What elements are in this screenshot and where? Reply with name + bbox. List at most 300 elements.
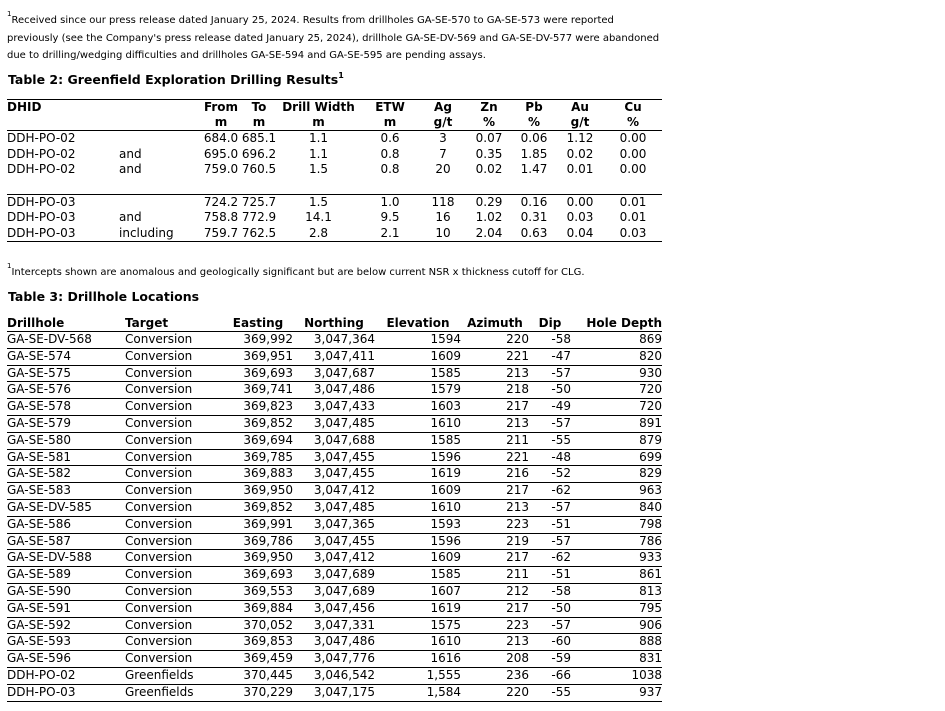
table-cell: 0.00 <box>619 146 647 161</box>
table-row <box>7 466 662 483</box>
table-cell: 3,047,455 <box>293 466 375 483</box>
table-cell: 891 <box>571 415 662 432</box>
table-row <box>7 634 662 651</box>
drilling-results-table <box>7 99 662 242</box>
table-cell: GA-SE-579 <box>7 415 125 432</box>
table-cell: 0.01 <box>619 194 647 209</box>
column-header: Au <box>556 100 604 116</box>
table-cell: -51 <box>529 567 571 584</box>
table-row <box>7 348 662 365</box>
table-cell: Conversion <box>125 516 223 533</box>
column-header: Target <box>125 316 223 332</box>
table-cell: 0.03 <box>566 210 594 224</box>
table-cell: 820 <box>571 348 662 365</box>
table-row <box>7 533 662 550</box>
table-header-row <box>7 316 662 332</box>
table-cell: DDH-PO-03 <box>7 684 125 701</box>
table-cell: 0.35 <box>475 146 503 161</box>
column-unit: % <box>604 115 662 131</box>
column-unit: % <box>512 115 556 131</box>
table-row <box>7 567 662 584</box>
table-cell: 369,693 <box>223 567 293 584</box>
table-cell: and <box>119 162 142 176</box>
footnote-marker: 1 <box>7 10 12 18</box>
table-cell: 3 <box>439 131 447 145</box>
table-cell: 3,047,689 <box>293 583 375 600</box>
table-cell: 1.0 <box>380 194 400 209</box>
table-row <box>7 617 662 634</box>
column-header: To <box>241 100 277 116</box>
table-cell: 223 <box>461 516 529 533</box>
table-row <box>7 449 662 466</box>
table-cell: Conversion <box>125 432 223 449</box>
table-cell: 20 <box>435 162 451 176</box>
table-cell: 813 <box>571 583 662 600</box>
table-cell: 369,883 <box>223 466 293 483</box>
table-cell: 3,047,412 <box>293 550 375 567</box>
table-cell: GA-SE-576 <box>7 382 125 399</box>
table-cell: 1.47 <box>520 162 548 176</box>
table-cell: 217 <box>461 399 529 416</box>
table-cell: 0.06 <box>520 131 548 145</box>
column-header: Drill Width <box>277 100 360 116</box>
table-cell: 0.02 <box>475 162 503 176</box>
table-cell: 369,823 <box>223 399 293 416</box>
table-cell: 7 <box>439 146 447 161</box>
table-cell: 220 <box>461 684 529 701</box>
table-cell: 3,047,687 <box>293 365 375 382</box>
table-row <box>7 483 662 500</box>
table-cell: 760.5 <box>241 162 277 176</box>
table-cell: GA-SE-591 <box>7 600 125 617</box>
table-cell: GA-SE-586 <box>7 516 125 533</box>
table-cell: 963 <box>571 483 662 500</box>
table-cell: 369,950 <box>223 483 293 500</box>
table-cell: GA-SE-583 <box>7 483 125 500</box>
table-cell: GA-SE-587 <box>7 533 125 550</box>
footnote-text: Received since our press release dated January 25, 2024. Results from drillholes GA-SE-570 to GA-SE-573 were reported previously (see the Company's press release dated January 25, 2024), drillhole GA-SE-DV-569 and GA-SE-DV-577 were abandoned due to drilling/wedging difficulties and drillholes GA-SE-594 and GA-SE-595 are pending assays. <box>7 15 660 61</box>
table-cell: 0.02 <box>566 146 594 161</box>
table-cell: -48 <box>529 449 571 466</box>
column-unit: m <box>360 115 420 131</box>
table-cell: 725.7 <box>241 194 277 209</box>
table-cell: 3,047,486 <box>293 382 375 399</box>
column-header <box>119 100 201 116</box>
column-header: ETW <box>360 100 420 116</box>
table-cell: 369,951 <box>223 348 293 365</box>
table-row <box>7 516 662 533</box>
table-cell: 2.8 <box>277 226 360 242</box>
table-cell: GA-SE-581 <box>7 449 125 466</box>
column-unit: m <box>277 115 360 131</box>
table-cell: 933 <box>571 550 662 567</box>
column-header: Elevation <box>375 316 461 332</box>
table-cell: 840 <box>571 499 662 516</box>
table-cell: Conversion <box>125 449 223 466</box>
table-cell: 369,991 <box>223 516 293 533</box>
table-cell: -52 <box>529 466 571 483</box>
table-cell: 3,047,485 <box>293 415 375 432</box>
table-cell: 829 <box>571 466 662 483</box>
table-cell: 0.63 <box>512 226 556 242</box>
table-cell: 369,992 <box>223 332 293 349</box>
table-cell: 369,785 <box>223 449 293 466</box>
table-cell: 831 <box>571 651 662 668</box>
table-cell: 3,047,688 <box>293 432 375 449</box>
column-header: Cu <box>604 100 662 116</box>
table-cell: 1596 <box>375 449 461 466</box>
table-cell: Conversion <box>125 567 223 584</box>
table-cell: 0.00 <box>619 131 647 145</box>
table-cell: 1.12 <box>566 131 594 145</box>
table-cell: Conversion <box>125 332 223 349</box>
table-cell: 369,852 <box>223 499 293 516</box>
table-cell: 772.9 <box>241 210 277 224</box>
table-cell: 720 <box>571 399 662 416</box>
table-row <box>7 365 662 382</box>
table-cell: 2.04 <box>466 226 512 242</box>
table-cell: 1.5 <box>308 162 329 176</box>
table-row <box>7 131 662 147</box>
table-cell: 759.0 <box>203 162 239 176</box>
table-cell: -55 <box>529 684 571 701</box>
table-cell: 369,459 <box>223 651 293 668</box>
table-cell: DDH-PO-02 <box>7 131 76 145</box>
table-cell: Greenfields <box>125 667 223 684</box>
column-header: Pb <box>512 100 556 116</box>
table-cell: Conversion <box>125 533 223 550</box>
column-unit <box>7 115 119 131</box>
table-cell: 1585 <box>375 432 461 449</box>
table-cell: Conversion <box>125 583 223 600</box>
column-header: DHID <box>7 100 119 116</box>
table-cell: 1609 <box>375 348 461 365</box>
column-header: Easting <box>223 316 293 332</box>
table-cell: 369,950 <box>223 550 293 567</box>
table-cell: 3,047,411 <box>293 348 375 365</box>
footnote-marker: 1 <box>7 262 12 270</box>
table-cell: -50 <box>529 382 571 399</box>
table-header-row <box>7 100 662 116</box>
table-cell: 0.6 <box>380 131 400 145</box>
table-cell: Conversion <box>125 651 223 668</box>
footnote-received <box>7 6 667 65</box>
table-cell: 3,047,331 <box>293 617 375 634</box>
table-cell: 369,786 <box>223 533 293 550</box>
table-cell: -47 <box>529 348 571 365</box>
table-cell: Conversion <box>125 365 223 382</box>
table-cell: GA-SE-590 <box>7 583 125 600</box>
table-cell: GA-SE-593 <box>7 634 125 651</box>
table-cell: Conversion <box>125 399 223 416</box>
table-units-row <box>7 115 662 131</box>
table-cell: 3,047,433 <box>293 399 375 416</box>
table-cell: GA-SE-582 <box>7 466 125 483</box>
table-cell: 3,047,776 <box>293 651 375 668</box>
table-cell: 930 <box>571 365 662 382</box>
table-cell: -59 <box>529 651 571 668</box>
table-cell: GA-SE-592 <box>7 617 125 634</box>
table-cell: 1619 <box>375 600 461 617</box>
table-cell: 1609 <box>375 550 461 567</box>
table-cell: 1575 <box>375 617 461 634</box>
table-cell: 1609 <box>375 483 461 500</box>
table-cell: 861 <box>571 567 662 584</box>
table-row <box>7 226 662 242</box>
table-cell: 219 <box>461 533 529 550</box>
table-cell: 369,884 <box>223 600 293 617</box>
table-cell: and <box>119 210 142 224</box>
table-cell: -58 <box>529 583 571 600</box>
table-cell: Conversion <box>125 466 223 483</box>
table-cell: -51 <box>529 516 571 533</box>
table-cell: 369,553 <box>223 583 293 600</box>
table-cell: 0.29 <box>475 194 503 209</box>
table-cell: 223 <box>461 617 529 634</box>
table-cell: 888 <box>571 634 662 651</box>
table-cell: 869 <box>571 332 662 349</box>
table-row <box>7 651 662 668</box>
table-cell: Greenfields <box>125 684 223 701</box>
table2-caption: Table 2: Greenfield Exploration Drilling Results$^1$ <box>8 71 344 87</box>
table-cell: 0.8 <box>380 162 400 176</box>
table-cell: -57 <box>529 415 571 432</box>
table-cell: 724.2 <box>203 194 239 209</box>
table-cell: 1585 <box>375 567 461 584</box>
table-cell: 0.00 <box>619 162 647 176</box>
table-cell: GA-SE-DV-568 <box>7 332 125 349</box>
table-cell: GA-SE-580 <box>7 432 125 449</box>
table-cell: -55 <box>529 432 571 449</box>
table-cell: 213 <box>461 365 529 382</box>
table-cell: 3,047,364 <box>293 332 375 349</box>
table-cell: 0.03 <box>604 226 662 242</box>
table-cell: 217 <box>461 483 529 500</box>
table-cell: GA-SE-578 <box>7 399 125 416</box>
table-cell: -57 <box>529 617 571 634</box>
table-row <box>7 382 662 399</box>
table-cell: GA-SE-DV-585 <box>7 499 125 516</box>
table3-caption: Table 3: Drillhole Locations <box>8 289 200 304</box>
table-row <box>7 667 662 684</box>
table-cell: 795 <box>571 600 662 617</box>
table-cell: 9.5 <box>380 210 400 224</box>
column-unit: m <box>201 115 241 131</box>
table-cell: 211 <box>461 432 529 449</box>
table-cell: 699 <box>571 449 662 466</box>
table-cell: Conversion <box>125 483 223 500</box>
table-cell: 762.5 <box>241 225 277 240</box>
table-cell: 3,047,456 <box>293 600 375 617</box>
table-cell: 695.0 <box>203 146 239 161</box>
table-cell: -57 <box>529 533 571 550</box>
table-cell: 218 <box>461 382 529 399</box>
table-cell: including <box>119 226 201 242</box>
table-cell: 213 <box>461 415 529 432</box>
table-cell: 1594 <box>375 332 461 349</box>
table-row <box>7 399 662 416</box>
table-cell: -66 <box>529 667 571 684</box>
table-cell: DDH-PO-02 <box>7 162 76 176</box>
table-cell: 786 <box>571 533 662 550</box>
table-row <box>7 550 662 567</box>
table-cell: 217 <box>461 550 529 567</box>
table-cell: 3,047,175 <box>293 684 375 701</box>
table-cell: 0.01 <box>619 210 647 224</box>
table-cell: -57 <box>529 365 571 382</box>
table-cell: 236 <box>461 667 529 684</box>
drillhole-locations-table <box>7 316 662 702</box>
table-cell: Conversion <box>125 499 223 516</box>
table-cell: 10 <box>420 226 466 242</box>
table-cell: 879 <box>571 432 662 449</box>
table-cell: 3,047,455 <box>293 449 375 466</box>
table-cell: 369,741 <box>223 382 293 399</box>
table-cell: GA-SE-DV-588 <box>7 550 125 567</box>
column-header: Azimuth <box>461 316 529 332</box>
table-cell: 370,052 <box>223 617 293 634</box>
footnote-text: Intercepts shown are anomalous and geologically significant but are below current NSR x thickness cutoff for CLG. <box>11 267 585 278</box>
caption-footnote-marker: 1 <box>338 71 344 80</box>
table-cell: 118 <box>431 194 455 209</box>
table-cell: 14.1 <box>305 210 332 224</box>
table-row <box>7 583 662 600</box>
table-cell: 937 <box>571 684 662 701</box>
table-cell: 1038 <box>571 667 662 684</box>
table-cell: DDH-PO-03 <box>7 194 76 209</box>
column-unit <box>119 115 201 131</box>
footnote-intercepts <box>7 258 585 282</box>
table-cell: 1.1 <box>308 146 329 161</box>
table-cell: 16 <box>435 210 451 224</box>
table-cell: -58 <box>529 332 571 349</box>
table-cell: 212 <box>461 583 529 600</box>
table-cell: 1.5 <box>308 194 329 209</box>
column-unit: g/t <box>556 115 604 131</box>
table-cell: 0.07 <box>475 131 503 145</box>
column-header: Hole Depth <box>571 316 662 332</box>
table-cell: GA-SE-596 <box>7 651 125 668</box>
table-cell: Conversion <box>125 617 223 634</box>
table-cell: 3,047,412 <box>293 483 375 500</box>
table-cell: 1.02 <box>475 210 503 224</box>
table-cell: 217 <box>461 600 529 617</box>
table-cell: 370,445 <box>223 667 293 684</box>
table-cell: 1.85 <box>520 146 548 161</box>
table-cell: 369,694 <box>223 432 293 449</box>
table-row <box>7 147 662 163</box>
table-cell: 369,693 <box>223 365 293 382</box>
table-cell: 1579 <box>375 382 461 399</box>
table-cell: 3,046,542 <box>293 667 375 684</box>
table-cell: -50 <box>529 600 571 617</box>
column-unit: g/t <box>420 115 466 131</box>
table-cell: -62 <box>529 550 571 567</box>
table-cell: 220 <box>461 332 529 349</box>
table-cell: 211 <box>461 567 529 584</box>
table-cell <box>119 194 201 210</box>
table-cell: 696.2 <box>241 146 277 161</box>
table-cell: and <box>119 146 142 161</box>
table-cell: 684.0 <box>203 131 239 145</box>
table-cell: 1603 <box>375 399 461 416</box>
table-cell: Conversion <box>125 382 223 399</box>
table-cell: -57 <box>529 499 571 516</box>
table-cell: GA-SE-574 <box>7 348 125 365</box>
table-row <box>7 332 662 349</box>
table-cell: 3,047,455 <box>293 533 375 550</box>
table-cell: 213 <box>461 634 529 651</box>
table-cell: 0.01 <box>566 162 594 176</box>
table-cell: 370,229 <box>223 684 293 701</box>
table-row <box>7 194 662 210</box>
table-cell: 1610 <box>375 415 461 432</box>
table-cell: 0.31 <box>520 210 548 224</box>
table-cell: -49 <box>529 399 571 416</box>
table-row <box>7 600 662 617</box>
table-cell: 369,852 <box>223 415 293 432</box>
table-cell: 3,047,689 <box>293 567 375 584</box>
table-cell: 3,047,486 <box>293 634 375 651</box>
column-unit: % <box>466 115 512 131</box>
column-header: Zn <box>466 100 512 116</box>
column-header: Ag <box>420 100 466 116</box>
table-cell: 1619 <box>375 466 461 483</box>
table-row <box>7 210 662 226</box>
table-cell: 759.7 <box>201 226 241 242</box>
column-header: Dip <box>529 316 571 332</box>
table-cell: 1596 <box>375 533 461 550</box>
table-cell: -60 <box>529 634 571 651</box>
table-cell: 1,555 <box>375 667 461 684</box>
table-cell: 369,853 <box>223 634 293 651</box>
table-cell: Conversion <box>125 634 223 651</box>
table-cell: 906 <box>571 617 662 634</box>
table-cell: 720 <box>571 382 662 399</box>
table-cell: GA-SE-589 <box>7 567 125 584</box>
table-cell: 1610 <box>375 634 461 651</box>
table-cell: 208 <box>461 651 529 668</box>
table-cell: 0.8 <box>380 146 400 161</box>
table-cell: 221 <box>461 348 529 365</box>
table-cell <box>119 131 201 147</box>
table-cell: Conversion <box>125 348 223 365</box>
table-cell: 213 <box>461 499 529 516</box>
table-cell: 0.16 <box>520 194 548 209</box>
table-cell: 1585 <box>375 365 461 382</box>
table-cell: 216 <box>461 466 529 483</box>
table-cell: 3,047,365 <box>293 516 375 533</box>
table-cell: 221 <box>461 449 529 466</box>
table-cell: 2.1 <box>360 226 420 242</box>
table-row <box>7 432 662 449</box>
column-header: Drillhole <box>7 316 125 332</box>
column-header: From <box>201 100 241 116</box>
table-cell: GA-SE-575 <box>7 365 125 382</box>
table-cell: 1607 <box>375 583 461 600</box>
table-cell: DDH-PO-03 <box>7 210 76 224</box>
table-cell: 3,047,485 <box>293 499 375 516</box>
table-cell: 1616 <box>375 651 461 668</box>
table-row <box>7 684 662 701</box>
table-row <box>7 499 662 516</box>
table-cell: 758.8 <box>203 210 239 224</box>
table-cell: DDH-PO-02 <box>7 146 76 161</box>
table-cell: Conversion <box>125 600 223 617</box>
table-cell: 685.1 <box>241 131 277 145</box>
table-cell: DDH-PO-03 <box>7 226 119 242</box>
table-cell: 1.1 <box>308 131 329 145</box>
